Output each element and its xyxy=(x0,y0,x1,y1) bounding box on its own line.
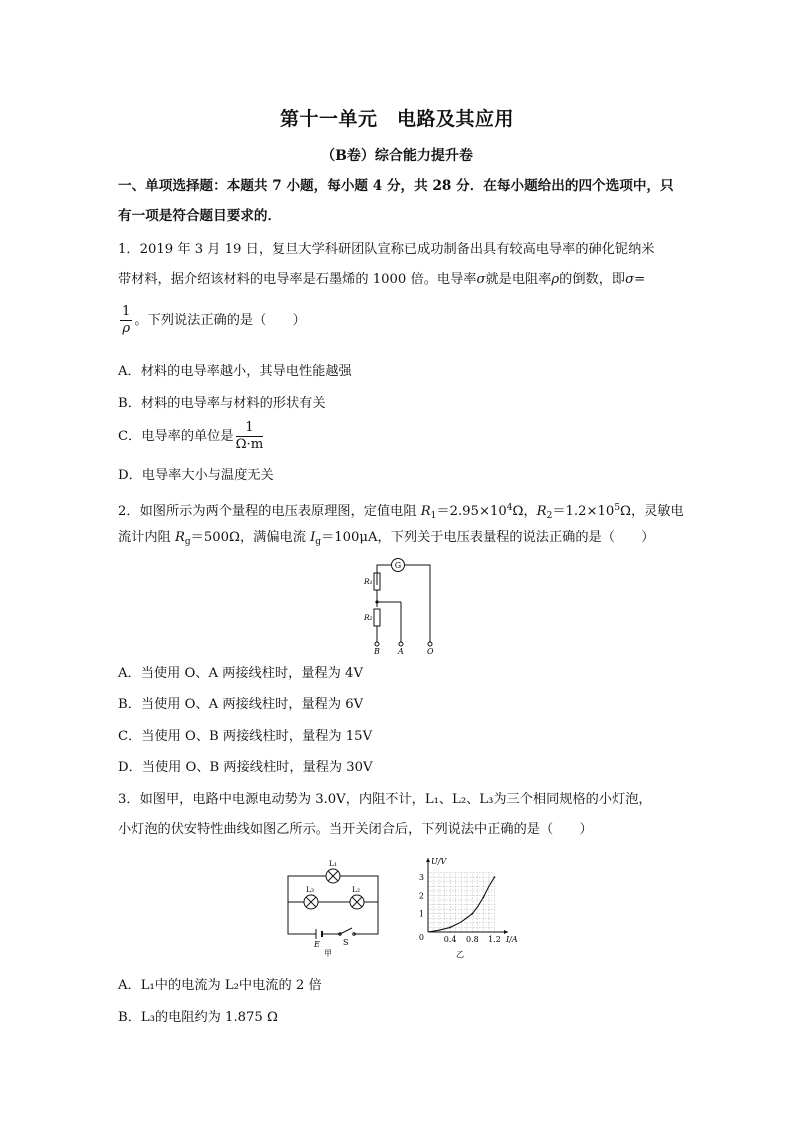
q1-stem-text: 带材料，据介绍该材料的电导率是石墨烯的 1000 倍。电导率 xyxy=(118,272,477,287)
sigma-symbol: σ xyxy=(476,272,486,287)
chart-ticks xyxy=(419,873,501,944)
switch-label: S xyxy=(343,938,349,947)
y-axis-label: U/V xyxy=(431,857,447,866)
rg-value: ＝500Ω，满偏电流 xyxy=(190,530,311,545)
y-axis-arrow xyxy=(426,858,430,862)
voltmeter-circuit-diagram xyxy=(355,555,445,655)
x-tick-label: 1.2 xyxy=(488,935,501,944)
chart-grid xyxy=(428,873,494,932)
origin-label: 0 xyxy=(418,933,424,942)
r2-subscript: 2 xyxy=(546,511,553,521)
q1-stem-line3 xyxy=(118,304,306,337)
q1-stem-text: 的倒数，即 xyxy=(559,272,626,287)
q2-stem-line2 xyxy=(118,528,654,552)
iv-curve-points xyxy=(449,876,495,928)
resistor-r2 xyxy=(374,609,380,626)
ig-symbol: I xyxy=(310,530,316,545)
rho-symbol: ρ xyxy=(551,272,560,287)
emf-label: E xyxy=(314,940,320,949)
terminal-a-label: A xyxy=(398,647,404,655)
q2-option-d[interactable]: D．当使用 O、B 两接线柱时，量程为 30V xyxy=(118,760,373,775)
l3-label: L₃ xyxy=(306,885,314,894)
q3-stem-line1: 3．如图甲，电路中电源电动势为 3.0V，内阻不计，L₁、L₂、L₃为三个相同规格的小灯泡， xyxy=(118,792,652,807)
l1-label: L₁ xyxy=(329,859,337,868)
data-point xyxy=(449,927,451,929)
q1-fraction xyxy=(120,304,132,337)
terminal-b xyxy=(375,642,379,646)
unit-fraction xyxy=(236,420,264,453)
sigma-equation: σ= xyxy=(625,272,646,287)
q1-option-d[interactable]: D．电导率大小与温度无关 xyxy=(118,468,274,483)
section-heading-line1: 一、单项选择题：本题共 7 小题，每小题 4 分，共 28 分．在每小题给出的四个选项中，只 xyxy=(118,178,674,194)
fraction-numerator: 1 xyxy=(122,304,131,319)
x-axis-label: I/A xyxy=(506,935,518,944)
q3-stem-line2: 小灯泡的伏安特性曲线如图乙所示。当开关闭合后，下列说法中正确的是（ ） xyxy=(118,822,593,837)
option-c-text: C．电导率的单位是 xyxy=(118,429,234,444)
q1-question: 。下列说法正确的是（ ） xyxy=(134,313,306,328)
figure-caption-jia: 甲 xyxy=(324,949,332,958)
q1-option-c[interactable] xyxy=(118,420,265,453)
junction-dot xyxy=(375,600,378,603)
q1-stem-text: 就是电阻率 xyxy=(485,272,552,287)
y-tick-label: 3 xyxy=(418,873,424,883)
lamp-circuit-diagram xyxy=(278,852,398,958)
ig-value: ＝100μA，下列关于电压表量程的说法正确的是（ ） xyxy=(321,530,655,545)
r1-unit: Ω， xyxy=(512,504,537,519)
q3-option-a[interactable]: A．L₁中的电流为 L₂中电流的 2 倍 xyxy=(118,978,322,993)
r1-label: R₁ xyxy=(364,577,373,586)
fraction-denominator: ρ xyxy=(122,321,131,336)
fraction-numerator: 1 xyxy=(236,420,264,437)
lamp-l2 xyxy=(350,895,364,909)
galvanometer-label: G xyxy=(394,561,402,570)
r1-subscript: 1 xyxy=(430,511,437,521)
r1-exponent: 4 xyxy=(506,503,513,513)
y-tick-label: 2 xyxy=(418,891,424,901)
x-axis-arrow xyxy=(504,930,508,934)
rg-symbol: R xyxy=(174,530,185,545)
terminal-a xyxy=(399,642,403,646)
section-heading-line2: 有一项是符合题目要求的． xyxy=(118,208,282,224)
q2-text: 2．如图所示为两个量程的电压表原理图，定值电阻 xyxy=(118,504,421,519)
q1-stem-line1: 1．2019 年 3 月 19 日，复旦大学科研团队宣称已成功制备出具有较高电导率的砷化铌纳米 xyxy=(118,242,655,257)
r2-value: ＝1.2×10 xyxy=(552,504,615,519)
iv-characteristic-chart xyxy=(408,852,523,962)
data-point xyxy=(471,913,473,915)
q1-option-a[interactable]: A．材料的电导率越小，其导电性能越强 xyxy=(118,364,352,379)
terminal-o xyxy=(428,642,432,646)
y-tick-label: 1 xyxy=(418,909,424,919)
q2-option-a[interactable]: A．当使用 O、A 两接线柱时，量程为 4V xyxy=(118,666,363,681)
page-title: 第十一单元 电路及其应用 xyxy=(279,108,514,130)
figure-caption-yi: 乙 xyxy=(456,950,464,959)
terminal-b-label: B xyxy=(374,647,380,655)
r2-symbol: R xyxy=(536,504,547,519)
q2-option-b[interactable]: B．当使用 O、A 两接线柱时，量程为 6V xyxy=(118,697,364,712)
terminal-o-label: O xyxy=(427,647,434,655)
page-subtitle: （B卷）综合能力提升卷 xyxy=(321,148,473,164)
data-point xyxy=(482,896,484,898)
ig-subscript: g xyxy=(315,537,322,547)
r2-unit: Ω，灵敏电 xyxy=(620,504,684,519)
chart-axes xyxy=(426,858,508,934)
x-tick-label: 0.4 xyxy=(443,935,457,944)
lamp-l3 xyxy=(304,895,318,909)
data-point xyxy=(494,876,496,878)
q1-option-b[interactable]: B．材料的电导率与材料的形状有关 xyxy=(118,396,326,411)
q2-text: 流计内阻 xyxy=(118,530,175,545)
q3-option-b[interactable]: B．L₃的电阻约为 1.875 Ω xyxy=(118,1010,278,1025)
lamp-l1 xyxy=(326,869,340,883)
q2-option-c[interactable]: C．当使用 O、B 两接线柱时，量程为 15V xyxy=(118,729,373,744)
q2-stem-line1 xyxy=(118,498,684,526)
x-tick-label: 0.8 xyxy=(465,935,479,944)
r2-label: R₂ xyxy=(364,613,373,622)
r1-value: ＝2.95×10 xyxy=(436,504,507,519)
l2-label: L₂ xyxy=(352,885,360,894)
q1-stem-line2 xyxy=(118,270,645,290)
r1-symbol: R xyxy=(420,504,431,519)
rg-subscript: g xyxy=(184,537,191,547)
r2-exponent: 5 xyxy=(614,503,621,513)
fraction-denominator: Ω·m xyxy=(235,437,264,452)
